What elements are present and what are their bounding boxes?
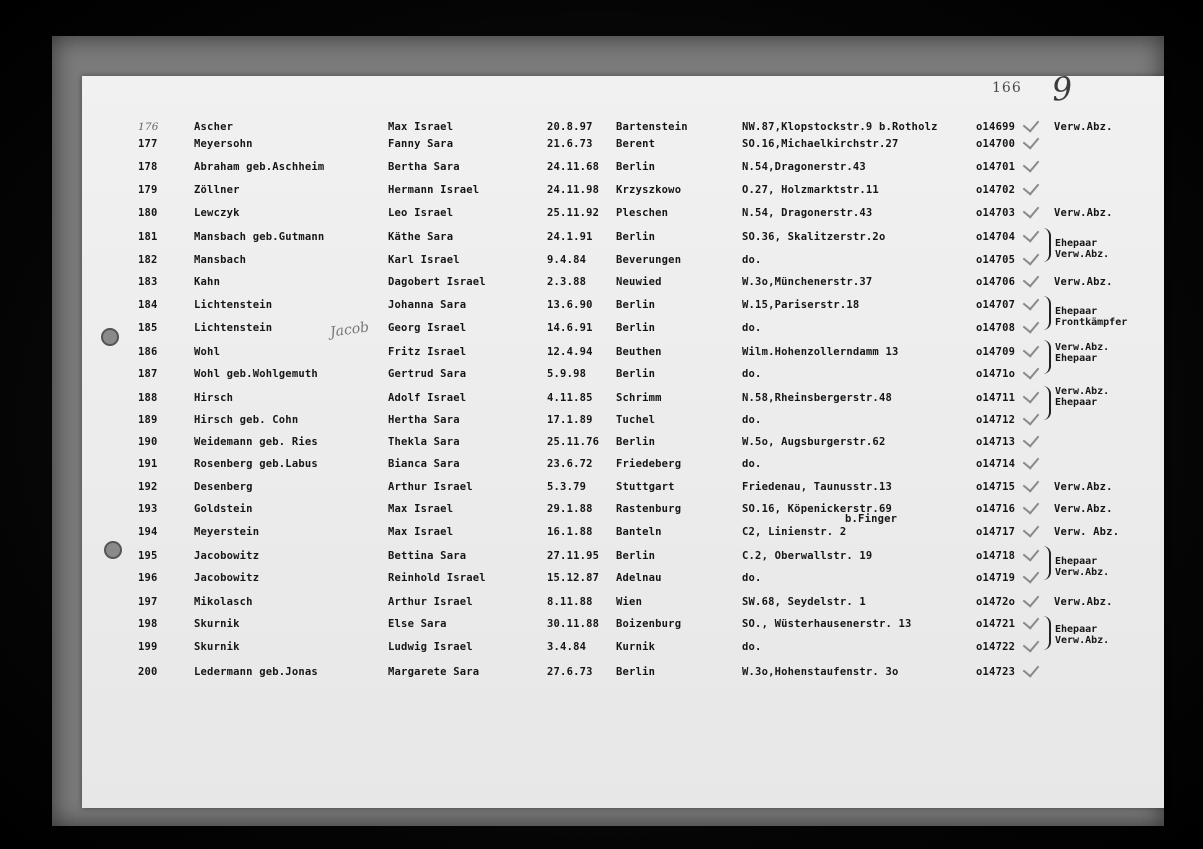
table-row [0,299,1203,319]
cell-date: 27.6.73 [547,666,593,678]
table-row [0,392,1203,412]
cell-no: 197 [138,596,158,608]
cell-first: Max Israel [388,503,454,515]
cell-name: Skurnik [194,641,240,653]
cell-id: o14705 [976,254,1016,266]
cell-note: Verw.Abz. [1054,121,1113,133]
cell-first: Bianca Sara [388,458,460,470]
table-row [0,550,1203,570]
page-number: 166 [992,80,1022,96]
cell-first: Hertha Sara [388,414,460,426]
cell-date: 15.12.87 [547,572,600,584]
cell-note: Verw.Abz. [1054,207,1113,219]
cell-date: 12.4.94 [547,346,593,358]
cell-note: Verw.Abz. [1054,276,1113,288]
cell-id: o14701 [976,161,1016,173]
cell-date: 17.1.89 [547,414,593,426]
cell-date: 24.11.68 [547,161,600,173]
cell-place: Neuwied [616,276,662,288]
cell-first: Ludwig Israel [388,641,473,653]
brace-note-3: Verw.Abz. Ehepaar [1055,342,1110,364]
table-row [0,322,1203,342]
cell-id: o14717 [976,526,1016,538]
cell-date: 27.11.95 [547,550,600,562]
cell-address: N.58,Rheinsbergerstr.48 [742,392,892,404]
cell-note: Verw.Abz. [1054,503,1113,515]
cell-name: Mansbach geb.Gutmann [194,231,325,243]
brace-icon [1041,228,1051,262]
cell-no: 176 [138,121,159,133]
cell-address: W.3o,Münchenerstr.37 [742,276,873,288]
cell-date: 4.11.85 [547,392,593,404]
brace-note-5: Ehepaar Verw.Abz. [1055,556,1110,578]
cell-no: 177 [138,138,158,150]
cell-first: Käthe Sara [388,231,454,243]
cell-name: Weidemann geb. Ries [194,436,318,448]
cell-name: Desenberg [194,481,253,493]
cell-place: Berent [616,138,656,150]
cell-date: 5.9.98 [547,368,587,380]
brace-icon [1041,386,1051,420]
cell-place: Beverungen [616,254,682,266]
cell-place: Friedeberg [616,458,682,470]
cell-first: Hermann Israel [388,184,480,196]
cell-address: do. [742,414,762,426]
cell-first: Reinhold Israel [388,572,486,584]
table-row [0,458,1203,478]
cell-first: Arthur Israel [388,481,473,493]
cell-address: Wilm.Hohenzollerndamm 13 [742,346,899,358]
cell-note: Verw.Abz. [1054,596,1113,608]
table-row [0,596,1203,616]
cell-name: Kahn [194,276,221,288]
table-row [0,414,1203,434]
cell-first: Bettina Sara [388,550,467,562]
cell-date: 25.11.76 [547,436,600,448]
cell-place: Boizenburg [616,618,682,630]
cell-name: Lewczyk [194,207,240,219]
cell-no: 192 [138,481,158,493]
cell-place: Banteln [616,526,662,538]
cell-name: Meyersohn [194,138,253,150]
cell-place: Beuthen [616,346,662,358]
cell-first: Arthur Israel [388,596,473,608]
cell-name: Rosenberg geb.Labus [194,458,318,470]
table-row [0,503,1203,523]
cell-note: Verw.Abz. [1054,481,1113,493]
cell-date: 23.6.72 [547,458,593,470]
cell-date: 16.1.88 [547,526,593,538]
cell-no: 184 [138,299,158,311]
cell-date: 13.6.90 [547,299,593,311]
cell-id: o1472o [976,596,1016,608]
table-row [0,666,1203,686]
folio-mark: 9 [1050,69,1074,109]
cell-id: o14719 [976,572,1016,584]
cell-address: do. [742,254,762,266]
cell-address: W.3o,Hohenstaufenstr. 3o [742,666,899,678]
cell-address: O.27, Holzmarktstr.11 [742,184,879,196]
cell-id: o14706 [976,276,1016,288]
cell-name: Ledermann geb.Jonas [194,666,318,678]
cell-address: C.2, Oberwallstr. 19 [742,550,873,562]
cell-name: Abraham geb.Aschheim [194,161,325,173]
cell-id: o14721 [976,618,1016,630]
cell-first: Karl Israel [388,254,460,266]
cell-address: do. [742,368,762,380]
table-row [0,161,1203,181]
cell-address: SO.36, Skalitzerstr.2o [742,231,886,243]
cell-first: Else Sara [388,618,447,630]
brace-icon [1041,616,1051,650]
cell-date: 9.4.84 [547,254,587,266]
cell-address: Friedenau, Taunusstr.13 [742,481,892,493]
cell-date: 20.8.97 [547,121,593,133]
cell-id: o1471o [976,368,1016,380]
cell-place: Stuttgart [616,481,675,493]
table-row [0,368,1203,388]
table-row [0,138,1203,158]
cell-no: 199 [138,641,158,653]
brace-icon [1041,296,1051,330]
cell-first: Gertrud Sara [388,368,467,380]
cell-place: Berlin [616,550,656,562]
cell-id: o14711 [976,392,1016,404]
cell-first: Bertha Sara [388,161,460,173]
cell-address: SO., Wüsterhausenerstr. 13 [742,618,912,630]
cell-date: 25.11.92 [547,207,600,219]
cell-name: Lichtenstein [194,299,273,311]
cell-id: o14723 [976,666,1016,678]
cell-date: 24.11.98 [547,184,600,196]
table-row [0,346,1203,366]
cell-no: 188 [138,392,158,404]
cell-place: Berlin [616,368,656,380]
cell-place: Adelnau [616,572,662,584]
cell-address: W.5o, Augsburgerstr.62 [742,436,886,448]
cell-first: Max Israel [388,121,454,133]
cell-date: 24.1.91 [547,231,593,243]
cell-no: 195 [138,550,158,562]
table-row [0,526,1203,546]
cell-address: C2, Linienstr. 2 [742,526,847,538]
cell-first: Johanna Sara [388,299,467,311]
cell-first: Adolf Israel [388,392,467,404]
address-subline: b.Finger [845,513,898,525]
cell-place: Tuchel [616,414,656,426]
cell-id: o14703 [976,207,1016,219]
cell-name: Mikolasch [194,596,253,608]
cell-first: Margarete Sara [388,666,480,678]
cell-id: o14712 [976,414,1016,426]
cell-date: 14.6.91 [547,322,593,334]
cell-no: 182 [138,254,158,266]
cell-address: NW.87,Klopstockstr.9 b.Rotholz [742,121,938,133]
cell-no: 186 [138,346,158,358]
cell-no: 181 [138,231,158,243]
table-row [0,254,1203,274]
cell-no: 180 [138,207,158,219]
cell-date: 8.11.88 [547,596,593,608]
cell-no: 196 [138,572,158,584]
cell-id: o14713 [976,436,1016,448]
cell-no: 189 [138,414,158,426]
cell-address: do. [742,458,762,470]
cell-date: 3.4.84 [547,641,587,653]
cell-date: 2.3.88 [547,276,587,288]
cell-id: o14718 [976,550,1016,562]
brace-note-4: Verw.Abz. Ehepaar [1055,386,1110,408]
cell-name: Jacobowitz [194,572,260,584]
cell-name: Zöllner [194,184,240,196]
cell-id: o14700 [976,138,1016,150]
cell-first: Fritz Israel [388,346,467,358]
table-row [0,207,1203,227]
cell-id: o14715 [976,481,1016,493]
cell-no: 187 [138,368,158,380]
cell-id: o14709 [976,346,1016,358]
cell-date: 5.3.79 [547,481,587,493]
cell-address: do. [742,641,762,653]
cell-no: 178 [138,161,158,173]
table-row [0,276,1203,296]
cell-no: 198 [138,618,158,630]
table-row [0,436,1203,456]
cell-first: Thekla Sara [388,436,460,448]
cell-address: N.54, Dragonerstr.43 [742,207,873,219]
cell-name: Ascher [194,121,234,133]
cell-place: Berlin [616,436,656,448]
cell-address: N.54,Dragonerstr.43 [742,161,866,173]
cell-no: 191 [138,458,158,470]
brace-note-1: Ehepaar Verw.Abz. [1055,238,1110,260]
cell-name: Wohl [194,346,221,358]
cell-address: W.15,Pariserstr.18 [742,299,860,311]
cell-place: Krzyszkowo [616,184,682,196]
cell-date: 21.6.73 [547,138,593,150]
cell-first: Max Israel [388,526,454,538]
cell-place: Berlin [616,161,656,173]
cell-name: Jacobowitz [194,550,260,562]
brace-note-6: Ehepaar Verw.Abz. [1055,624,1110,646]
marginal-note: Jacob [329,319,371,341]
cell-id: o14702 [976,184,1016,196]
cell-first: Georg Israel [388,322,467,334]
cell-address: SW.68, Seydelstr. 1 [742,596,866,608]
table-row [0,618,1203,638]
table-row [0,184,1203,204]
cell-place: Pleschen [616,207,669,219]
cell-first: Dagobert Israel [388,276,486,288]
cell-name: Goldstein [194,503,253,515]
cell-address: SO.16,Michaelkirchstr.27 [742,138,899,150]
cell-address: SO.16, Köpenickerstr.69 [742,503,892,515]
cell-place: Berlin [616,299,656,311]
cell-place: Berlin [616,666,656,678]
cell-no: 200 [138,666,158,678]
cell-name: Lichtenstein [194,322,273,334]
cell-name: Skurnik [194,618,240,630]
table-row [0,231,1203,251]
cell-no: 193 [138,503,158,515]
brace-icon [1041,546,1051,580]
cell-name: Mansbach [194,254,247,266]
cell-date: 29.1.88 [547,503,593,515]
cell-id: o14722 [976,641,1016,653]
cell-place: Berlin [616,231,656,243]
cell-note: Verw. Abz. [1054,526,1120,538]
cell-place: Wien [616,596,643,608]
cell-first: Fanny Sara [388,138,454,150]
brace-icon [1041,340,1051,374]
cell-place: Bartenstein [616,121,688,133]
table-row [0,572,1203,592]
cell-id: o14714 [976,458,1016,470]
cell-id: o14699 [976,121,1016,133]
cell-name: Meyerstein [194,526,260,538]
cell-no: 183 [138,276,158,288]
brace-note-2: Ehepaar Frontkämpfer [1055,306,1128,328]
cell-place: Schrimm [616,392,662,404]
cell-name: Hirsch [194,392,234,404]
cell-place: Rastenburg [616,503,682,515]
cell-id: o14708 [976,322,1016,334]
cell-id: o14704 [976,231,1016,243]
cell-name: Hirsch geb. Cohn [194,414,299,426]
cell-no: 194 [138,526,158,538]
cell-id: o14716 [976,503,1016,515]
cell-place: Berlin [616,322,656,334]
cell-place: Kurnik [616,641,656,653]
table-row [0,481,1203,501]
cell-address: do. [742,572,762,584]
cell-date: 30.11.88 [547,618,600,630]
cell-no: 179 [138,184,158,196]
table-row [0,641,1203,661]
cell-no: 185 [138,322,158,334]
cell-id: o14707 [976,299,1016,311]
cell-name: Wohl geb.Wohlgemuth [194,368,318,380]
cell-first: Leo Israel [388,207,454,219]
cell-address: do. [742,322,762,334]
cell-no: 190 [138,436,158,448]
